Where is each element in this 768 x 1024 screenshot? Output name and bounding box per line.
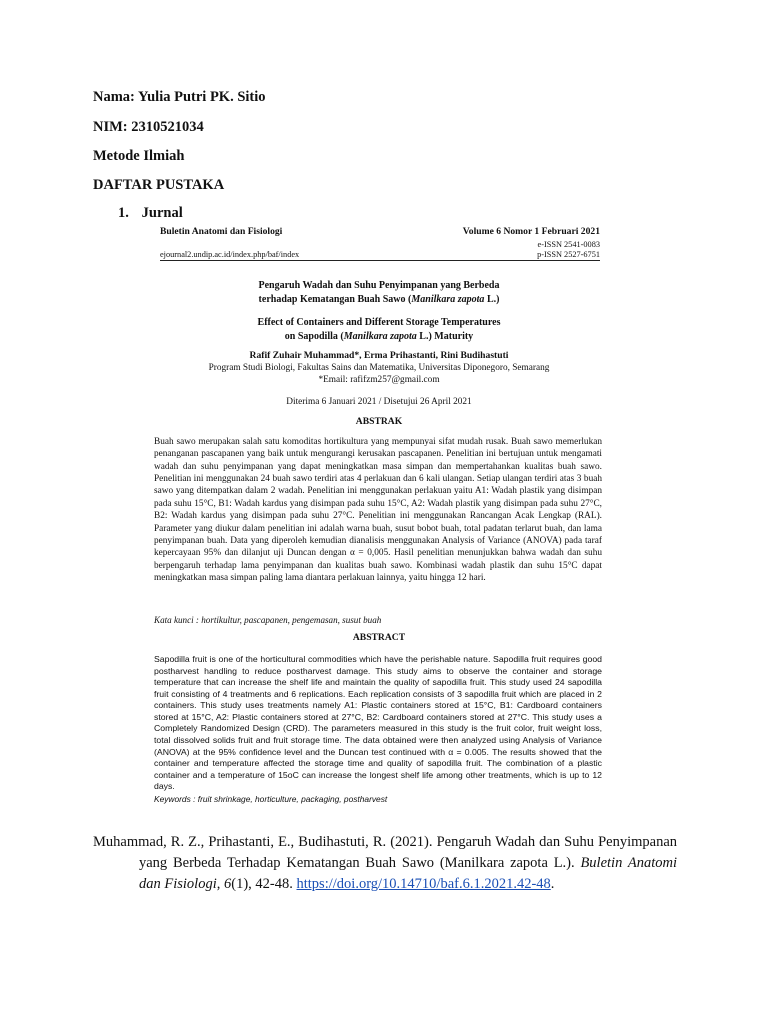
abstract-heading: ABSTRACT: [352, 632, 406, 643]
reference-citation: [93, 832, 677, 895]
article-affiliation: Program Studi Biologi, Fakultas Sains dan Matematika, Universitas Diponegoro, Semarang: [208, 363, 550, 373]
course-name: Metode Ilmiah: [93, 148, 185, 164]
title-en-line-1: Effect of Containers and Different Storage Temperatures: [257, 317, 501, 328]
abstrak-text: Buah sawo merupakan salah satu komoditas hortikultura yang mempunyai sifat mudah rusak. Buah sawo memerlukan penanganan pascapanen yang baik untuk mengurangi kerusakan pascapanen. Penelitian ini bertujuan untuk mengamati wadah dan suhu penyimpanan yang dapat meningkatkan masa simpan dan mempertahankan kualitas buah sawo. Penelitian ini menggunakan 24 buah sawo terdiri atas 4 perlakuan dan 6 kali ulangan. Setiap ulangan terdiri atas 3 buah sawo yang ditempatkan dalam 2 wadah. Penelitian ini menggunakan perlakuan yaitu A1: Wadah plastik yang disimpan pada suhu 15°C, B1: Wadah kardus yang disimpan pada suhu 15°C, A2: Wadah plastik yang disimpan pada suhu 27°C, B2: Wadah kardus yang disimpan pada suhu 27°C. Penelitian ini menggunakan Rancangan Acak Lengkap (RAL). Parameter yang diukur dalam penelitian ini adalah warna buah, susut bobot buah, total padatan terlarut buah, dan lama penyimpanan buah. Data yang diperoleh kemudian dianalisis menggunakan Analysis of Variance (ANOVA) pada taraf kepercayaan 95% dan dilanjut uji Duncan dengan α = 0,005. Hasil penelitian menunjukkan bahwa wadah dan suhu berpengaruh terhadap lama penyimpanan dan kualitas buah sawo. Kombinasi wadah plastik dan suhu 15°C dapat meningkatkan masa simpan paling lama diantara perlakuan lainnya, yaitu hingga 12 hari.: [154, 437, 602, 583]
article-email: *Email: rafifzm257@gmail.com: [318, 375, 440, 385]
article-dates: Diterima 6 Januari 2021 / Disetujui 26 April 2021: [286, 397, 472, 407]
e-issn: e-ISSN 2541-0083: [537, 240, 600, 249]
doi-link[interactable]: https://doi.org/10.14710/baf.6.1.2021.42-48: [296, 876, 551, 893]
citation-authors-title: Muhammad, R. Z., Prihastanti, E., Budihastuti, R. (2021). Pengaruh Wadah dan Suhu Penyimpanan yang Berbeda Terhadap Kematangan Buah Sawo (Manilkara zapota L.).: [93, 834, 677, 872]
section-heading: DAFTAR PUSTAKA: [93, 177, 225, 193]
student-name: Nama: Yulia Putri PK. Sitio: [93, 89, 266, 105]
kata-kunci: Kata kunci : hortikultur, pascapanen, pengemasan, susut buah: [154, 615, 382, 625]
keywords: Keywords : fruit shrinkage, horticulture, packaging, postharvest: [154, 794, 388, 804]
abstrak-heading: ABSTRAK: [355, 416, 403, 427]
citation-journal: Buletin Anatomi dan Fisiologi: [139, 855, 677, 893]
citation-paragraph: Muhammad, R. Z., Prihastanti, E., Budihastuti, R. (2021). Pengaruh Wadah dan Suhu Penyimpanan yang Berbeda Terhadap Kematangan Buah Sawo (Manilkara zapota L.). Buletin Anatomi dan Fisiologi, 6(1), 42-48. https://doi.org/10.14710/baf.6.1.2021.42-48.: [93, 834, 677, 893]
list-label: Jurnal: [141, 205, 183, 221]
citation-volume: 6: [224, 876, 232, 893]
journal-volume: Volume 6 Nomor 1 Februari 2021: [462, 226, 600, 237]
article-authors: Rafif Zuhair Muhammad*, Erma Prihastanti, Rini Budihastuti: [249, 350, 509, 361]
title-en-line-2: on Sapodilla (Manilkara zapota L.) Maturity: [284, 330, 474, 342]
header-rule: [160, 260, 600, 261]
journal-url: ejournal2.undip.ac.id/index.php/baf/index: [160, 250, 300, 259]
article-first-page-image: [150, 226, 608, 816]
student-nim: NIM: 2310521034: [93, 119, 204, 135]
journal-title: Buletin Anatomi dan Fisiologi: [160, 226, 283, 237]
abstract-text: Sapodilla fruit is one of the horticultural commodities which have the perishable nature. Sapodilla fruit requires good postharvest handling to reduce postharvest damage. This study aims to observe the container and storage temperature that can increase the shelf life and maintain the quality of sapodilla fruit. This study used 24 sapodilla fruit consisting of 4 treatments and 6 replications. Each replication consists of 3 sapodilla fruit which are placed in 2 containers. This study uses treatments namely A1: Plastic containers stored at 15°C, B1: Cardboard containers stored at 15°C, A2: Plastic containers stored at 27°C, B2: Cardboard containers stored at 27°C. This study uses a Completely Randomized Design (CRD). The parameters measured in this study is the fruit color, fruit weight loss, total dissolved solids fruit and fruit storage time. The data obtained were then analyzed using Analysis of Variance (ANOVA) at the 95% confidence level and the Duncan test continued with α = 0.005. The results showed that the container and temperature affected the storage time and quality of sapodilla fruit. The combination of a plastic container and a temperature of 15oC can increase the longest shelf life among other treatments, which is up to 12 days.: [154, 654, 602, 792]
article-title-en: [150, 316, 608, 343]
title-id-line-1: Pengaruh Wadah dan Suhu Penyimpanan yang Berbeda: [258, 280, 500, 291]
article-title-id: [150, 279, 608, 306]
p-issn: p-ISSN 2527-6751: [537, 250, 600, 259]
title-id-line-2: terhadap Kematangan Buah Sawo (Manilkara zapota L.): [258, 293, 500, 305]
citation-issue-pages: (1), 42-48.: [231, 876, 297, 893]
list-number: 1.: [118, 205, 129, 221]
list-item-jurnal: [118, 205, 183, 222]
